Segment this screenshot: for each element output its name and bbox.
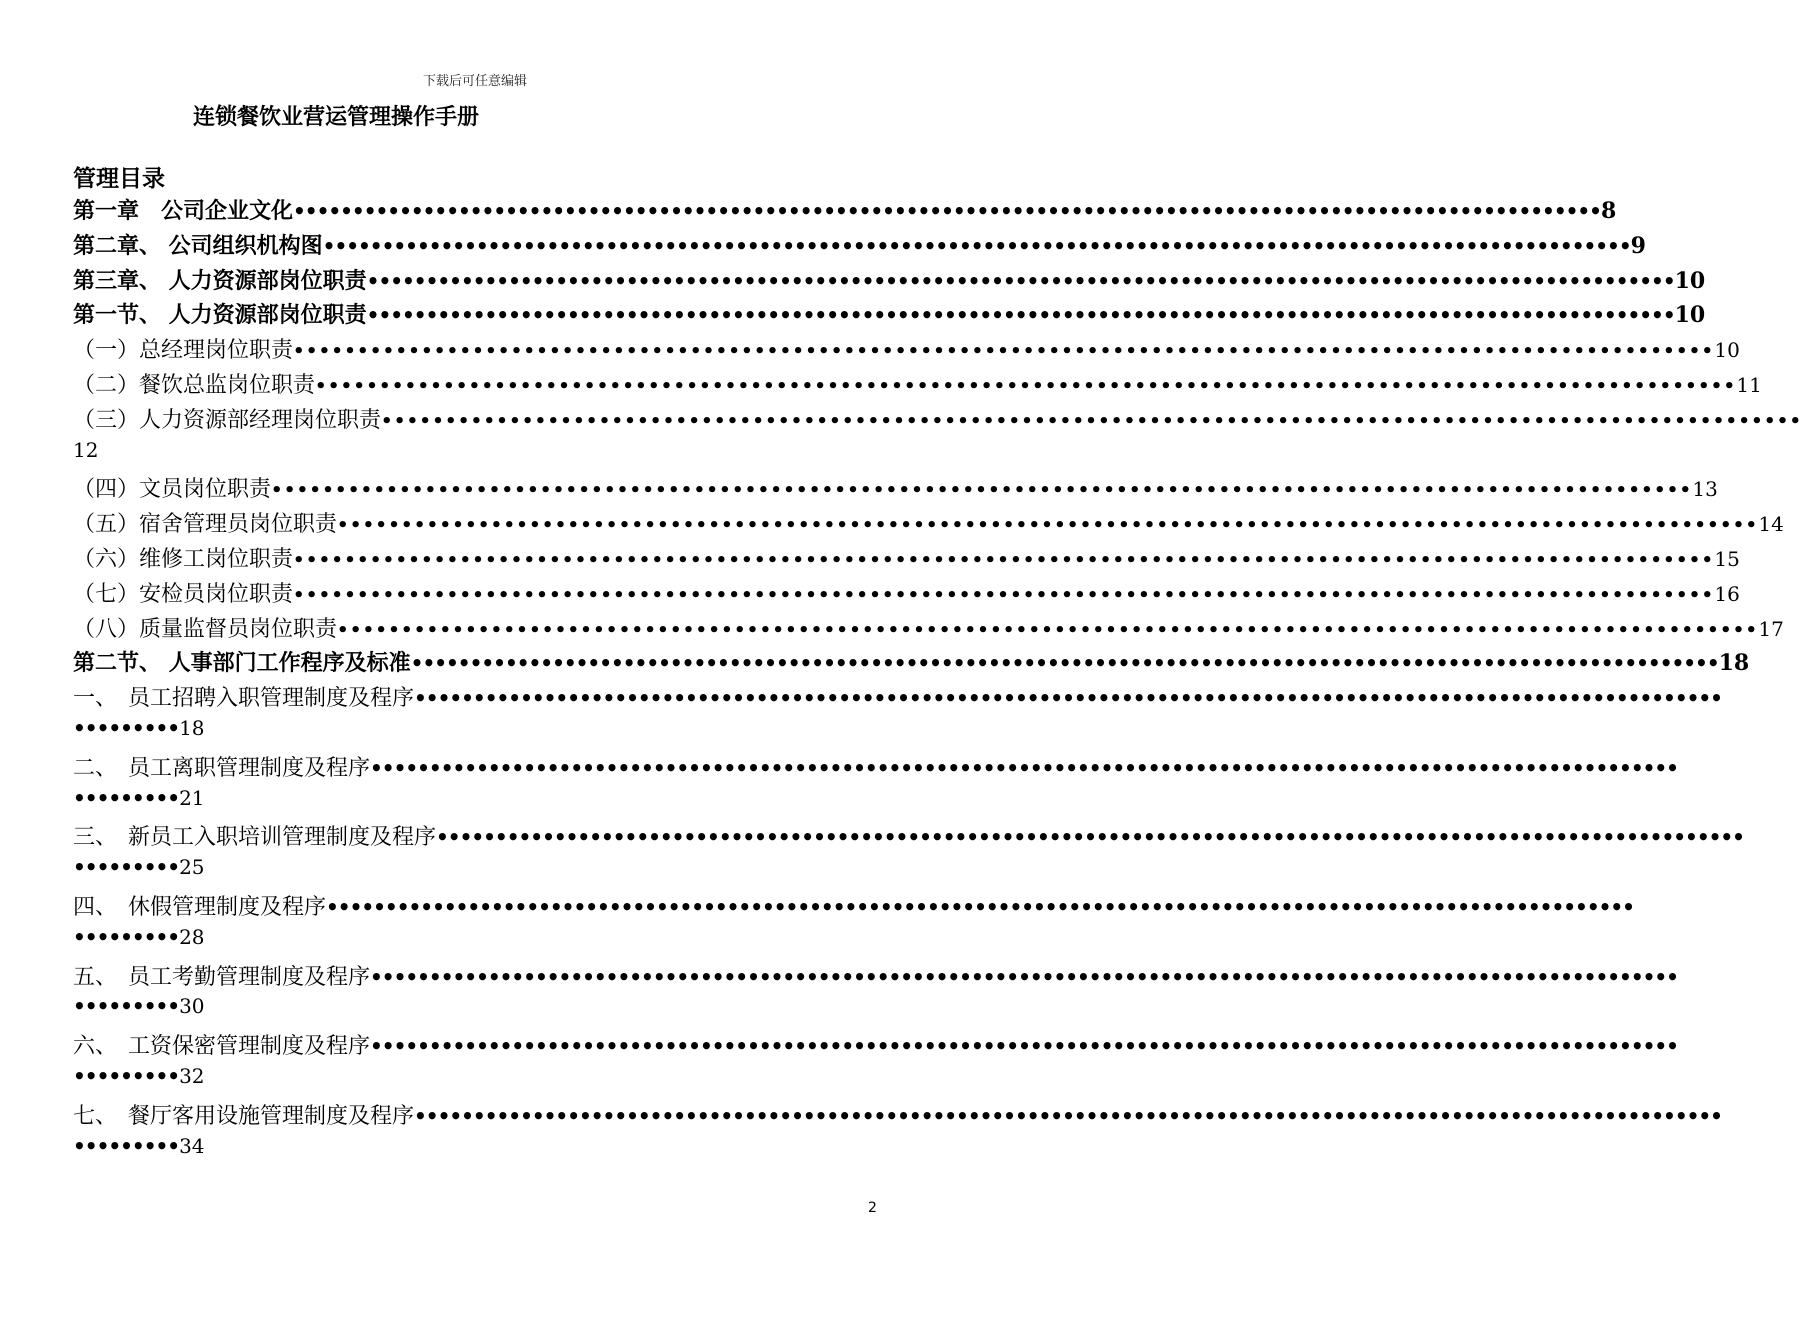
toc-entry-title: （四）文员岗位职责 — [73, 477, 272, 503]
toc-entry[interactable] — [73, 298, 1706, 333]
toc-entry-continuation — [73, 1134, 877, 1169]
toc-entry[interactable] — [73, 820, 1744, 855]
dot-leader: ••••••••••••••••••••••••••••••••••••••••••••••••••••••••••••••••••••••••••••••••••••••••••••••••••••••••••••••• — [410, 651, 1719, 676]
document-title: 连锁餐饮业营运管理操作手册 — [193, 105, 480, 130]
toc-entry-page: 28 — [179, 924, 205, 949]
toc-entry-title: 第一章 公司企业文化 — [73, 199, 294, 224]
toc-entry-page: 10 — [1714, 338, 1740, 363]
toc-entry[interactable] — [73, 751, 1678, 786]
toc-entry-title: 一、 员工招聘入职管理制度及程序 — [73, 686, 415, 712]
toc-entry[interactable] — [73, 507, 1784, 542]
dot-leader: ••••••••• — [73, 715, 180, 740]
toc-entry-continuation — [73, 994, 877, 1029]
dot-leader: ••••••••••••••••••••••••••••••••••••••••••••••••••••••••••••••••••••••••••••••••••••••••••••••••••••••••••••••• — [366, 268, 1675, 293]
toc-entry-page: 16 — [1714, 581, 1740, 606]
toc-entry[interactable] — [73, 890, 1634, 925]
dot-leader: ••••••••••••••••••••••••••••••••••••••••••••••••••••••••••••••••••••••••••••••••••••••••••••••••••••••••••••••• — [337, 619, 1759, 641]
toc-entry-title: 三、 新员工入职培训管理制度及程序 — [73, 825, 437, 851]
toc-entry-title: 七、 餐厅客用设施管理制度及程序 — [73, 1103, 415, 1129]
toc-entry-page: 18 — [1718, 650, 1750, 677]
toc-entry-page: 14 — [1758, 512, 1784, 537]
toc-entry-title: （八）质量监督员岗位职责 — [73, 616, 338, 642]
toc-entry-title: （六）维修工岗位职责 — [73, 546, 294, 572]
page-number: 2 — [868, 1200, 877, 1216]
dot-leader: ••••••••••••••••••••••••••••••••••••••••••••••••••••••••••••••••••••••••••••••••••••••••••••••••••••••••••••••• — [366, 303, 1675, 328]
toc-entry-page: 21 — [179, 785, 205, 810]
toc-entry-continuation — [73, 855, 877, 890]
dot-leader: ••••••••••••••••••••••••••••••••••••••••••••••••••••••••••••••••••••••••••••••••••••••••••••••••••••••••••••••• — [337, 515, 1759, 537]
toc-entry-title: （三）人力资源部经理岗位职责 — [73, 407, 382, 433]
toc-entry-page: 9 — [1630, 232, 1646, 259]
toc-entry-title: 第二章、 公司组织机构图 — [73, 233, 323, 259]
toc-entry-continuation — [73, 716, 877, 751]
toc-entry-title: 第二节、 人事部门工作程序及标准 — [73, 651, 411, 677]
toc-entry-continuation — [73, 438, 877, 473]
toc-entry[interactable] — [73, 681, 1722, 716]
dot-leader: ••••••••• — [73, 994, 180, 1019]
toc-entry-continuation — [73, 786, 877, 821]
toc-entry[interactable] — [73, 646, 1750, 681]
dot-leader: ••••••••• — [73, 855, 180, 880]
toc-entry[interactable] — [73, 264, 1706, 299]
toc-entry-page: 13 — [1692, 477, 1718, 502]
dot-leader: ••••••••• — [73, 785, 180, 810]
toc-entry-page: 32 — [179, 1063, 205, 1088]
dot-leader: ••••••••••••••••••••••••••••••••••••••••••••••••••••••••••••••••••••••••••••••••••••••••••••••••••••••••••••••• — [414, 686, 1722, 711]
dot-leader: ••••••••• — [73, 1133, 180, 1158]
toc-entry-title: （七）安检员岗位职责 — [73, 581, 294, 607]
toc-entry-page: 18 — [179, 715, 205, 740]
toc-entry-page: 8 — [1600, 198, 1617, 224]
dot-leader: ••••••••••••••••••••••••••••••••••••••••••••••••••••••••••••••••••••••••••••••••••••••••••••••••••••••••••••••• — [370, 964, 1678, 989]
dot-leader: ••••••••••••••••••••••••••••••••••••••••••••••••••••••••••••••••••••••••••••••••••••••••••••••••••••••••••••••• — [293, 199, 1601, 223]
toc-entry[interactable] — [73, 229, 1646, 264]
toc-entry[interactable] — [73, 1099, 1722, 1134]
toc-entry-page: 10 — [1674, 302, 1706, 329]
toc-entry-page: 25 — [179, 855, 205, 880]
dot-leader: ••••••••••••••••••••••••••••••••••••••••••••••••••••••••••••••••••••••••••••••••••••••••••••••••••••••••••••••• — [293, 549, 1715, 571]
toc-entry-title: 第三章、 人力资源部岗位职责 — [73, 268, 367, 294]
toc-entry-continuation — [73, 1064, 877, 1099]
dot-leader: ••••••••••••••••••••••••••••••••••••••••••••••••••••••••••••••••••••••••••••••••••••••••••••••••••••••••••••••• — [326, 894, 1634, 919]
toc-entry[interactable] — [73, 472, 1718, 507]
toc-entry-title: 六、 工资保密管理制度及程序 — [73, 1034, 371, 1060]
table-of-contents — [73, 194, 1802, 1168]
toc-entry[interactable] — [73, 960, 1678, 995]
dot-leader: ••••••••••••••••••••••••••••••••••••••••••••••••••••••••••••••••••••••••••••••••••••••••••••••••••••••••••••••• — [381, 410, 1802, 432]
toc-entry[interactable] — [73, 194, 1617, 229]
toc-entry-title: 第一节、 人力资源部岗位职责 — [73, 303, 367, 329]
toc-entry-title: 四、 休假管理制度及程序 — [73, 894, 327, 920]
toc-entry-continuation — [73, 925, 877, 960]
dot-leader: ••••••••••••••••••••••••••••••••••••••••••••••••••••••••••••••••••••••••••••••••••••••••••••••••••••••••••••••• — [271, 480, 1693, 502]
toc-entry[interactable] — [73, 333, 1740, 368]
dot-leader: ••••••••••••••••••••••••••••••••••••••••••••••••••••••••••••••••••••••••••••••••••••••••••••••••••••••••••••••• — [436, 825, 1744, 850]
toc-entry-page: 30 — [179, 994, 205, 1019]
toc-entry-title: 二、 员工离职管理制度及程序 — [73, 755, 371, 781]
toc-entry-page: 15 — [1714, 546, 1740, 571]
dot-leader: ••••••••••••••••••••••••••••••••••••••••••••••••••••••••••••••••••••••••••••••••••••••••••••••••••••••••••••••• — [370, 755, 1678, 780]
toc-entry-title: （五）宿舍管理员岗位职责 — [73, 512, 338, 538]
toc-entry[interactable] — [73, 368, 1762, 403]
dot-leader: ••••••••••••••••••••••••••••••••••••••••••••••••••••••••••••••••••••••••••••••••••••••••••••••••••••••••••••••• — [293, 584, 1715, 606]
toc-heading: 管理目录 — [73, 166, 165, 192]
toc-entry[interactable] — [73, 403, 1802, 438]
toc-entry-title: 五、 员工考勤管理制度及程序 — [73, 964, 371, 990]
toc-entry-page: 12 — [73, 437, 99, 462]
dot-leader: ••••••••••••••••••••••••••••••••••••••••••••••••••••••••••••••••••••••••••••••••••••••••••••••••••••••••••••••• — [370, 1034, 1678, 1059]
toc-entry[interactable] — [73, 577, 1740, 612]
header-note: 下载后可任意编辑 — [422, 74, 527, 89]
dot-leader: ••••••••••••••••••••••••••••••••••••••••••••••••••••••••••••••••••••••••••••••••••••••••••••••••••••••••••••••• — [322, 233, 1631, 258]
dot-leader: ••••••••• — [73, 1063, 180, 1088]
dot-leader: ••••••••••••••••••••••••••••••••••••••••••••••••••••••••••••••••••••••••••••••••••••••••••••••••••••••••••••••• — [315, 375, 1737, 397]
toc-entry-title: （一）总经理岗位职责 — [73, 338, 294, 364]
toc-entry[interactable] — [73, 542, 1740, 577]
toc-entry-page: 17 — [1758, 616, 1784, 641]
toc-entry-title: （二）餐饮总监岗位职责 — [73, 372, 316, 398]
toc-entry[interactable] — [73, 1029, 1678, 1064]
toc-entry-page: 34 — [179, 1133, 205, 1158]
toc-entry-page: 10 — [1674, 267, 1706, 294]
toc-entry[interactable] — [73, 612, 1784, 647]
dot-leader: ••••••••••••••••••••••••••••••••••••••••••••••••••••••••••••••••••••••••••••••••••••••••••••••••••••••••••••••• — [293, 341, 1715, 363]
dot-leader: ••••••••••••••••••••••••••••••••••••••••••••••••••••••••••••••••••••••••••••••••••••••••••••••••••••••••••••••• — [414, 1103, 1722, 1128]
dot-leader: ••••••••• — [73, 924, 180, 949]
toc-entry-page: 11 — [1736, 372, 1762, 397]
